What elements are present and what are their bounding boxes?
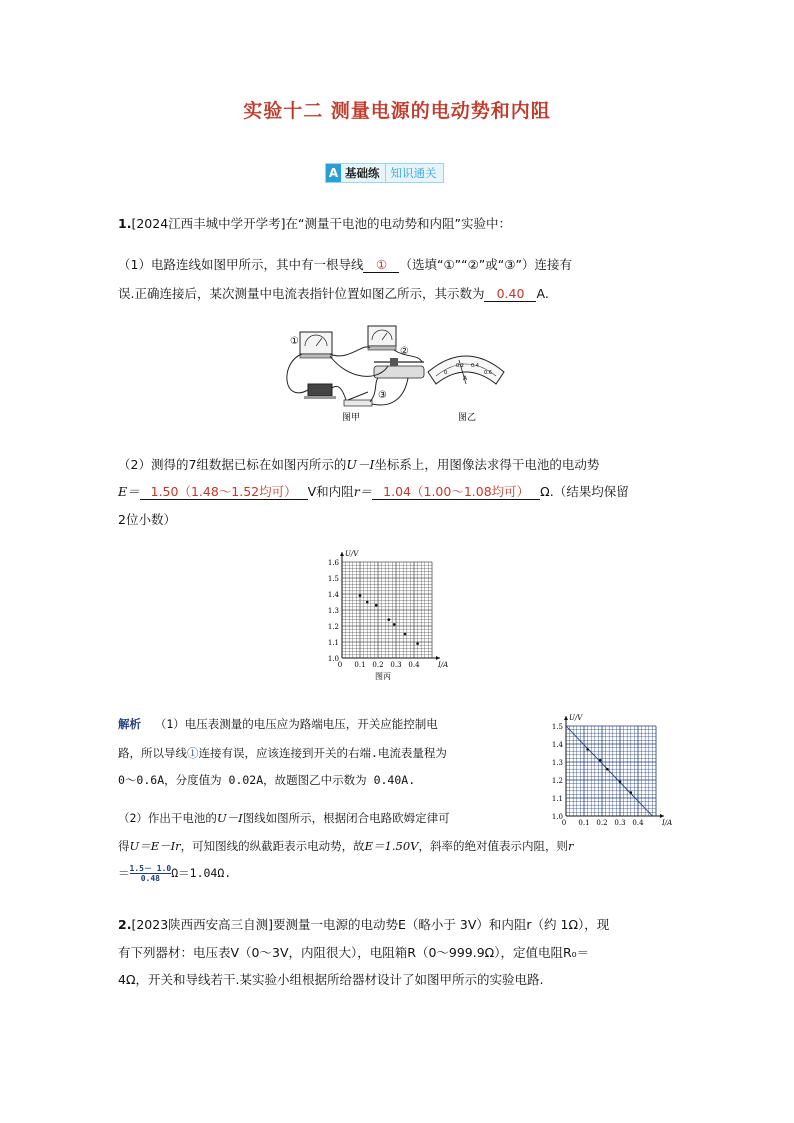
text: ① <box>187 746 199 760</box>
data-point <box>393 623 396 626</box>
answer-resistance: 1.04（1.00～1.08均可） <box>372 485 540 500</box>
y-axis-arrow <box>564 716 568 720</box>
fraction <box>130 864 172 883</box>
solution-label: 解析 <box>118 717 141 731</box>
y-tick-label: 1.5 <box>551 723 563 731</box>
text: 误.正确连接后，某次测量中电流表指针位置如图乙所示，其示数为 <box>118 286 485 301</box>
figure-yi-caption: 图乙 <box>458 413 477 423</box>
emf-symbol: E＝ <box>118 484 140 499</box>
text: （1）电路连线如图甲所示，其中有一根导线 <box>118 257 364 272</box>
x-tick-label: 0.3 <box>614 819 626 827</box>
data-point <box>359 594 362 597</box>
y-axis-label: U/V <box>569 714 583 722</box>
fraction-numerator: 1.5－ 1.0 <box>129 864 172 873</box>
chart-solution <box>546 708 676 833</box>
x-tick-label: 0.2 <box>596 819 608 827</box>
text: （1）电压表测量的电压应为路端电压，开关应能控制电 <box>154 717 438 731</box>
badge-label-basic: 基础练 <box>341 164 386 182</box>
text: ，斜率的绝对值表示内阻，则 <box>418 839 568 853</box>
y-tick-label: 1.1 <box>551 795 563 803</box>
ammeter-icon <box>368 326 396 350</box>
data-point <box>619 781 622 784</box>
question-1-part1-line2 <box>118 284 549 302</box>
data-point <box>388 618 391 621</box>
x-axis-label: I/A <box>438 661 449 669</box>
y-tick-label: 1.0 <box>551 813 563 821</box>
data-point <box>586 748 589 751</box>
chart-caption: 图丙 <box>375 672 391 681</box>
svg-text:0: 0 <box>444 370 448 376</box>
text: 4Ω，开关和导线若干.某实验小组根据所给器材设计了如图甲所示的实验电路. <box>118 972 544 987</box>
question-2-line2 <box>118 943 589 961</box>
question-1-part2-line3 <box>118 510 176 528</box>
figure-jia-caption: 图甲 <box>342 413 361 423</box>
equation: U＝E－Ir <box>129 839 181 853</box>
svg-text:0.2: 0.2 <box>456 363 464 369</box>
data-point <box>404 633 407 636</box>
text: 坐标系上，用图像法求得干电池的电动势 <box>374 457 600 472</box>
data-point <box>375 604 378 607</box>
switch-icon <box>344 392 372 406</box>
x-axis-arrow <box>436 656 440 660</box>
x-tick-label: 0 <box>337 661 343 669</box>
svg-text:A: A <box>463 375 468 382</box>
solution-line1 <box>118 716 438 732</box>
rheostat-icon <box>374 358 424 378</box>
y-tick-label: 1.3 <box>551 759 563 767</box>
text: 2位小数） <box>118 512 176 527</box>
question-source: [2024江西丰城中学开学考]在“测量干电池的电动势和内阻”实验中： <box>131 216 511 231</box>
text: 有下列器材：电压表V（0～3V，内阻很大），电阻箱R（0～999.9Ω），定值电阻R₀＝ <box>118 945 590 960</box>
r-symbol: r <box>567 839 574 853</box>
question-1-part1-line1 <box>118 255 572 273</box>
data-point <box>599 759 602 762</box>
y-tick-label: 1.6 <box>327 559 339 567</box>
y-tick-label: 1.3 <box>327 607 339 615</box>
text: 0～0.6A，分度值为 0.02A，故题图乙中示数为 0.40A. <box>118 773 416 787</box>
emf-value: E＝1.50V <box>364 839 419 853</box>
text: A. <box>536 286 549 301</box>
chart-bing <box>322 545 452 685</box>
question-1-intro <box>118 214 511 232</box>
ui-symbol: U－I <box>346 457 375 472</box>
solution-line2 <box>118 745 447 761</box>
question-2-line1 <box>118 915 609 933</box>
ui-symbol: U－I <box>216 811 243 825</box>
data-point <box>630 791 633 794</box>
badge-label-knowledge: 知识通关 <box>390 166 437 180</box>
r-symbol: r＝ <box>353 484 373 499</box>
y-tick-label: 1.2 <box>551 777 563 785</box>
y-tick-label: 1.0 <box>327 655 339 663</box>
x-tick-label: 0.1 <box>354 661 366 669</box>
wire-label-2: ② <box>400 346 409 357</box>
text: 得 <box>118 839 130 853</box>
svg-text:0.4: 0.4 <box>471 363 479 369</box>
answer-emf: 1.50（1.48～1.52均可） <box>140 485 308 500</box>
circuit-figure <box>278 322 518 428</box>
badge-letter: A <box>326 164 341 182</box>
wire-label-1: ① <box>290 336 299 347</box>
text: 图线如图所示，根据闭合电路欧姆定律可 <box>242 811 450 825</box>
voltmeter-icon <box>300 332 332 358</box>
answer-current: 0.40 <box>484 287 536 302</box>
data-point <box>366 601 369 604</box>
text: 路，所以导线 <box>118 746 187 760</box>
x-axis-arrow <box>660 814 664 818</box>
y-axis-label: U/V <box>345 550 359 558</box>
question-number: 1. <box>118 216 132 231</box>
answer-wire: ① <box>363 258 399 273</box>
text: Ω.（结果均保留 <box>540 484 629 499</box>
solution-line4 <box>118 810 450 826</box>
text: [2023陕西西安高三自测]要测量一电源的电动势E（略小于 3V）和内阻r（约 1Ω），现 <box>131 917 610 932</box>
solution-line6 <box>118 864 231 883</box>
y-tick-label: 1.1 <box>327 639 339 647</box>
wire-label-3: ③ <box>378 390 387 401</box>
data-point <box>416 642 419 645</box>
ammeter-dial-icon <box>428 356 504 384</box>
battery-icon <box>304 384 336 399</box>
x-tick-label: 0 <box>561 819 567 827</box>
y-tick-label: 1.4 <box>327 591 339 599</box>
text: V和内阻 <box>307 484 354 499</box>
text: ＝ <box>118 866 130 880</box>
question-1-part2-line2 <box>118 482 629 500</box>
y-tick-label: 1.5 <box>327 575 339 583</box>
text: Ω＝1.04Ω. <box>171 866 232 880</box>
question-number: 2. <box>118 917 132 932</box>
text: （2）作出干电池的 <box>118 811 217 825</box>
y-axis-arrow <box>340 552 344 556</box>
text: ，可知图线的纵截距表示电动势，故 <box>180 839 365 853</box>
data-point <box>606 768 609 771</box>
page-title: 实验十二 测量电源的电动势和内阻 <box>243 100 551 122</box>
solution-line5 <box>118 838 573 854</box>
text: （2）测得的7组数据已标在如图丙所示的 <box>118 457 347 472</box>
x-axis-label: I/A <box>662 819 673 827</box>
x-tick-label: 0.3 <box>390 661 402 669</box>
y-tick-label: 1.4 <box>551 741 563 749</box>
x-tick-label: 0.4 <box>632 819 644 827</box>
x-tick-label: 0.2 <box>372 661 384 669</box>
text: （选填“①”“②”或“③”）连接有 <box>399 257 572 272</box>
question-2-line3 <box>118 970 543 988</box>
svg-text:0.6: 0.6 <box>484 370 492 376</box>
question-1-part2-line1 <box>118 455 599 473</box>
y-tick-label: 1.2 <box>327 623 339 631</box>
section-badge <box>325 163 444 183</box>
x-tick-label: 0.1 <box>578 819 590 827</box>
solution-line3 <box>118 772 415 788</box>
fraction-denominator: 0.48 <box>140 874 160 883</box>
text: 连接有误，应该连接到开关的右端.电流表量程为 <box>198 746 447 760</box>
x-tick-label: 0.4 <box>408 661 420 669</box>
